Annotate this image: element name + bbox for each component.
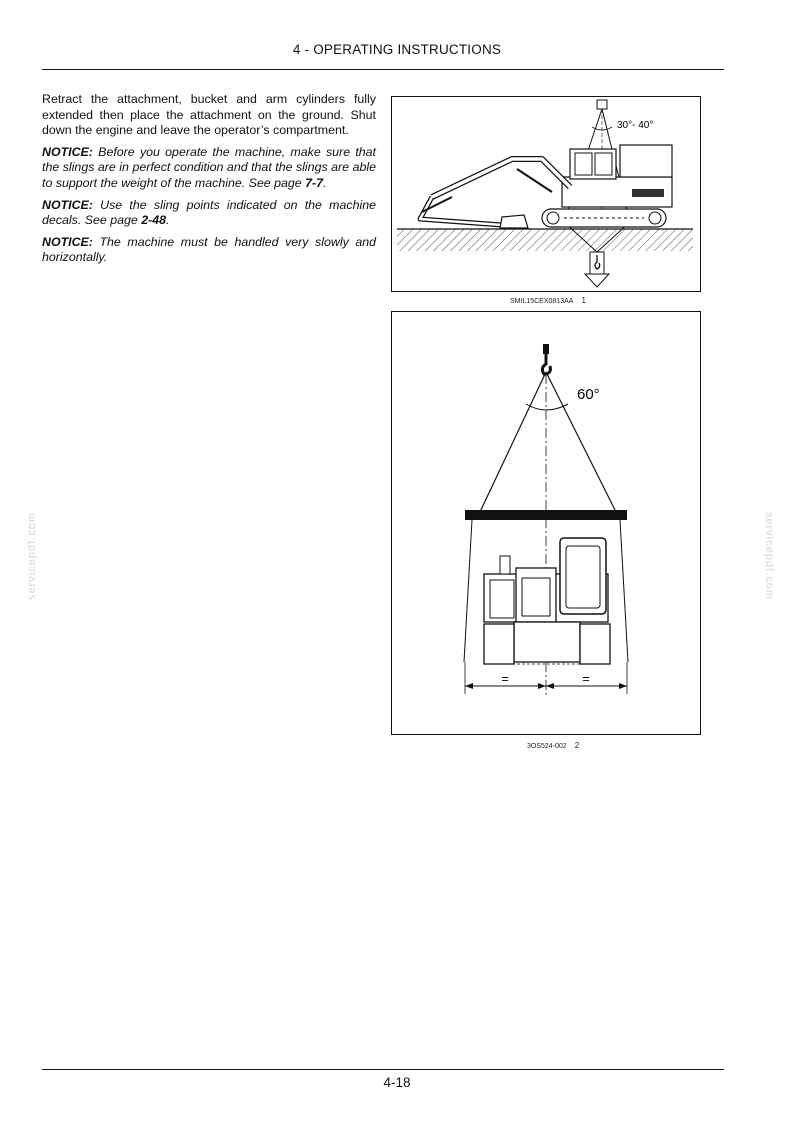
- track: [542, 209, 666, 227]
- notice-2-text: Use the sling points indicated on the machine decals. See page: [42, 197, 376, 228]
- notice-label: NOTICE:: [42, 144, 93, 159]
- page-header-title: 4 - OPERATING INSTRUCTIONS: [292, 42, 502, 57]
- angle-label: 30°- 40°: [617, 120, 654, 131]
- notice-1-text: Before you operate the machine, make sure that the slings are in perfect condition and that the slings are able to support the weight of the machine. See page: [42, 144, 376, 190]
- equal-label-right: =: [582, 671, 590, 686]
- excavator-front-illustration: [392, 312, 700, 734]
- figure-2-caption: [527, 741, 579, 750]
- dim-arrow: [538, 683, 546, 689]
- dim-arrow: [465, 683, 473, 689]
- notice-2-end: .: [166, 213, 170, 228]
- boom-cylinder: [517, 169, 552, 192]
- instruction-text: [42, 92, 376, 272]
- excavator-side-illustration: [392, 97, 700, 291]
- exhaust: [500, 556, 510, 574]
- crane-hook-icon: [542, 354, 550, 374]
- figure-2-code: 3OS524-002: [527, 743, 567, 750]
- header-rule: [42, 69, 724, 70]
- hook-arrow-head: [585, 274, 609, 287]
- watermark-left: servicepdf.com: [26, 512, 38, 600]
- figure-1-side-lift: [391, 96, 701, 292]
- spreader-bar: [465, 510, 627, 520]
- hook-top: [543, 344, 549, 354]
- notice-2-page-ref: 2-48: [141, 213, 167, 228]
- lifting-block: [597, 100, 607, 109]
- undercarriage: [514, 622, 580, 662]
- figure-1-caption: [510, 296, 586, 305]
- notice-2: [42, 198, 376, 229]
- notice-label: NOTICE:: [42, 234, 93, 249]
- sling-vertical-left: [464, 520, 472, 662]
- notice-label: NOTICE:: [42, 197, 93, 212]
- ground-hatch: [397, 229, 693, 251]
- figure-2-number: 2: [574, 741, 580, 750]
- operator-cab: [560, 538, 606, 614]
- notice-3: [42, 235, 376, 266]
- track-right: [580, 624, 610, 664]
- angle-label: 60°: [577, 386, 600, 403]
- footer-rule: [42, 1069, 724, 1070]
- sling-left: [480, 372, 546, 512]
- decal: [632, 189, 664, 197]
- figure-1-code: SMIL15CEX0813AA: [510, 298, 574, 305]
- notice-1: [42, 145, 376, 192]
- intro-paragraph: Retract the attachment, bucket and arm cylinders fully extended then place the attachment on the ground. Shut down the engine and leave the operator’s compartment.: [42, 92, 376, 138]
- sling-vertical-right: [620, 520, 628, 662]
- dim-arrow: [546, 683, 554, 689]
- watermark-right: servicepdf.com: [763, 512, 775, 600]
- notice-3-text: The machine must be handled very slowly and horizontally.: [42, 234, 376, 265]
- figure-2-front-lift: [391, 311, 701, 735]
- track-left: [484, 624, 514, 664]
- page-number: 4-18: [383, 1075, 411, 1090]
- notice-1-end: .: [323, 175, 327, 190]
- dim-arrow: [619, 683, 627, 689]
- figure-1-number: 1: [581, 296, 586, 305]
- bucket: [500, 215, 528, 228]
- engine-hood: [620, 145, 672, 177]
- angle-arc: [526, 404, 568, 410]
- notice-1-page-ref: 7-7: [305, 175, 324, 190]
- equal-label-left: =: [501, 671, 509, 686]
